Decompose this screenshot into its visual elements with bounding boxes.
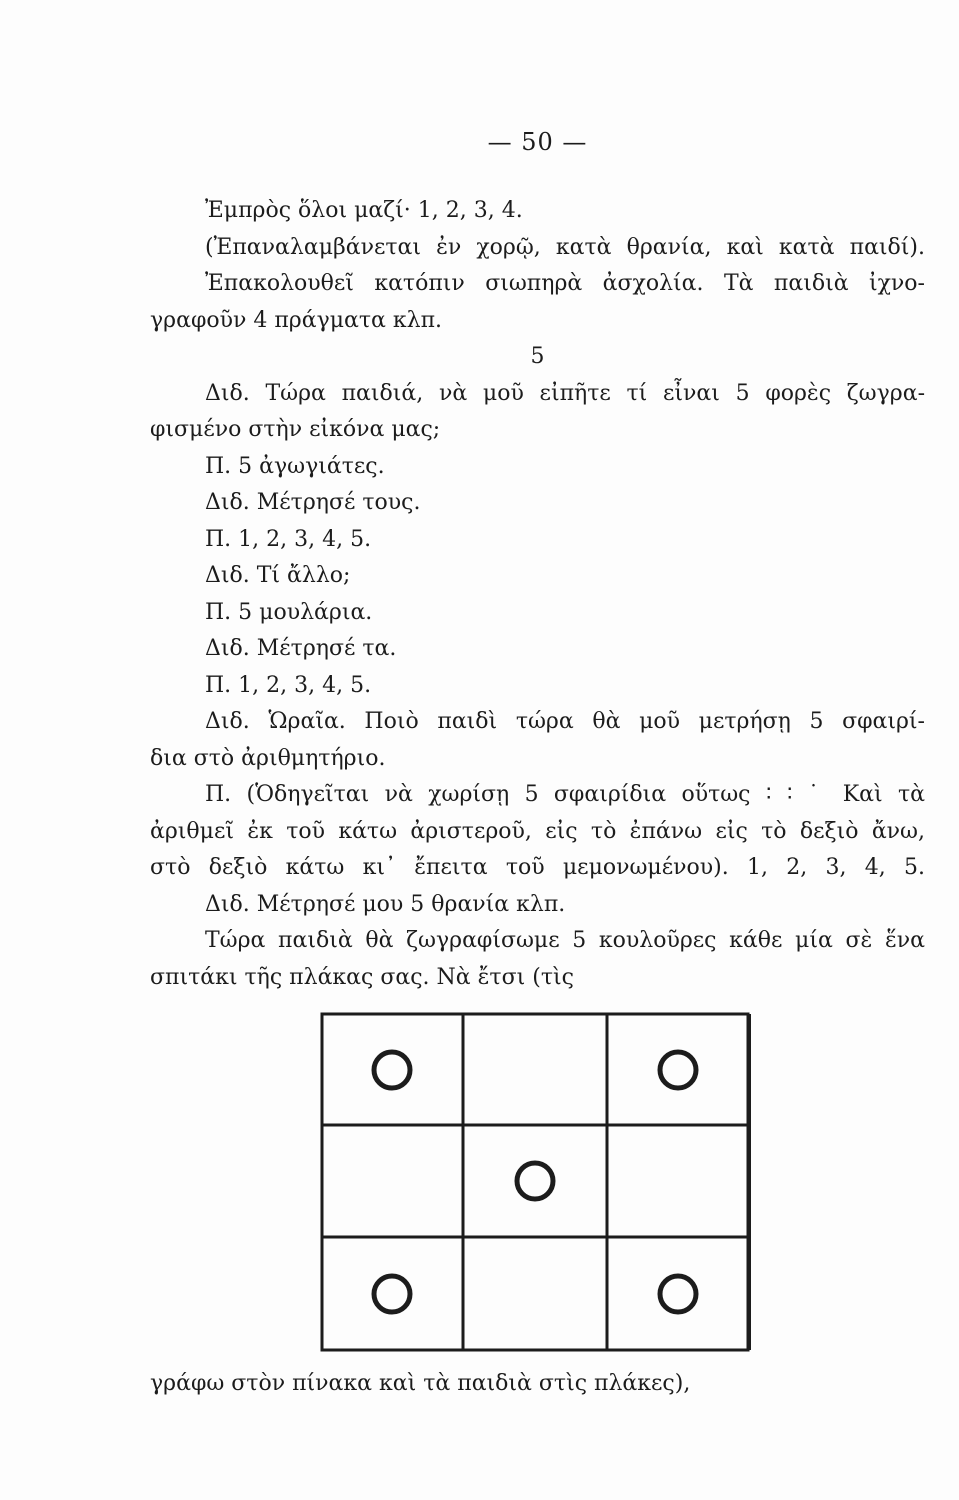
text-line: Π. (Ὁδηγεῖται νὰ χωρίσῃ 5 σφαιρίδια οὕτως ∶ ∶ ˙ Καὶ τὰ [205,782,925,807]
five-circle-grid [320,1012,752,1354]
page-number: — 50 — [487,128,588,156]
circle-mark [517,1163,553,1199]
circle-mark [660,1276,696,1312]
text-line: ἀριθμεῖ ἐκ τοῦ κάτω ἀριστεροῦ, εἰς τὸ ἐπάνω εἰς τὸ δεξιὸ ἄνω, [150,818,925,844]
text-line: σπιτάκι τῆς πλάκας σας. Νὰ ἔτσι (τὶς [150,964,574,990]
text-line: γραφοῦν 4 πράγματα κλπ. [150,307,443,333]
text-line: Διδ. Ὡραῖα. Ποιὸ παιδὶ τώρα θὰ μοῦ μετρήσῃ 5 σφαιρί- [205,709,925,734]
text-line: Ἐμπρὸς ὅλοι μαζί· 1, 2, 3, 4. [205,198,523,223]
text-line: Τώρα παιδιὰ θὰ ζωγραφίσωμε 5 κουλοῦρες κάθε μία σὲ ἕνα [205,928,925,953]
text-line: Διδ. Μέτρησέ τους. [205,490,421,515]
text-line: Π. 5 μουλάρια. [205,599,373,625]
circles-group [374,1052,696,1312]
text-line: Ἐπακολουθεῖ κατόπιν σιωπηρὰ ἀσχολία. Τὰ παιδιὰ ἰχνο- [205,271,925,296]
text-line-after-figure: γράφω στὸν πίνακα καὶ τὰ παιδιὰ στὶς πλάκες), [150,1371,691,1396]
text-line: φισμένο στὴν εἰκόνα μας; [150,417,441,442]
circle-mark [660,1052,696,1088]
text-line: (Ἐπαναλαμβάνεται ἐν χορῷ, κατὰ θρανία, καὶ κατὰ παιδί). [205,234,925,260]
text-line: Διδ. Μέτρησέ μου 5 θρανία κλπ. [205,891,566,917]
section-number: 5 [530,344,545,369]
text-line: Π. 5 ἀγωγιάτες. [205,453,385,479]
text-line: δια στὸ ἀριθμητήριο. [150,745,386,771]
circle-mark [374,1276,410,1312]
circle-mark [374,1052,410,1088]
grid-figure [320,1012,752,1354]
text-line: στὸ δεξιὸ κάτω κι᾽ ἔπειτα τοῦ μεμονωμένου). 1, 2, 3, 4, 5. [150,855,925,880]
body-text [150,193,925,996]
text-line: Διδ. Τί ἄλλο; [205,563,351,588]
grid-border [322,1014,748,1350]
text-line: Διδ. Τώρα παιδιά, νὰ μοῦ εἰπῆτε τί εἶναι 5 φορὲς ζωγρα- [205,380,925,406]
text-line: Π. 1, 2, 3, 4, 5. [205,526,372,552]
text-line: Π. 1, 2, 3, 4, 5. [205,672,372,698]
text-line: Διδ. Μέτρησέ τα. [205,636,397,661]
